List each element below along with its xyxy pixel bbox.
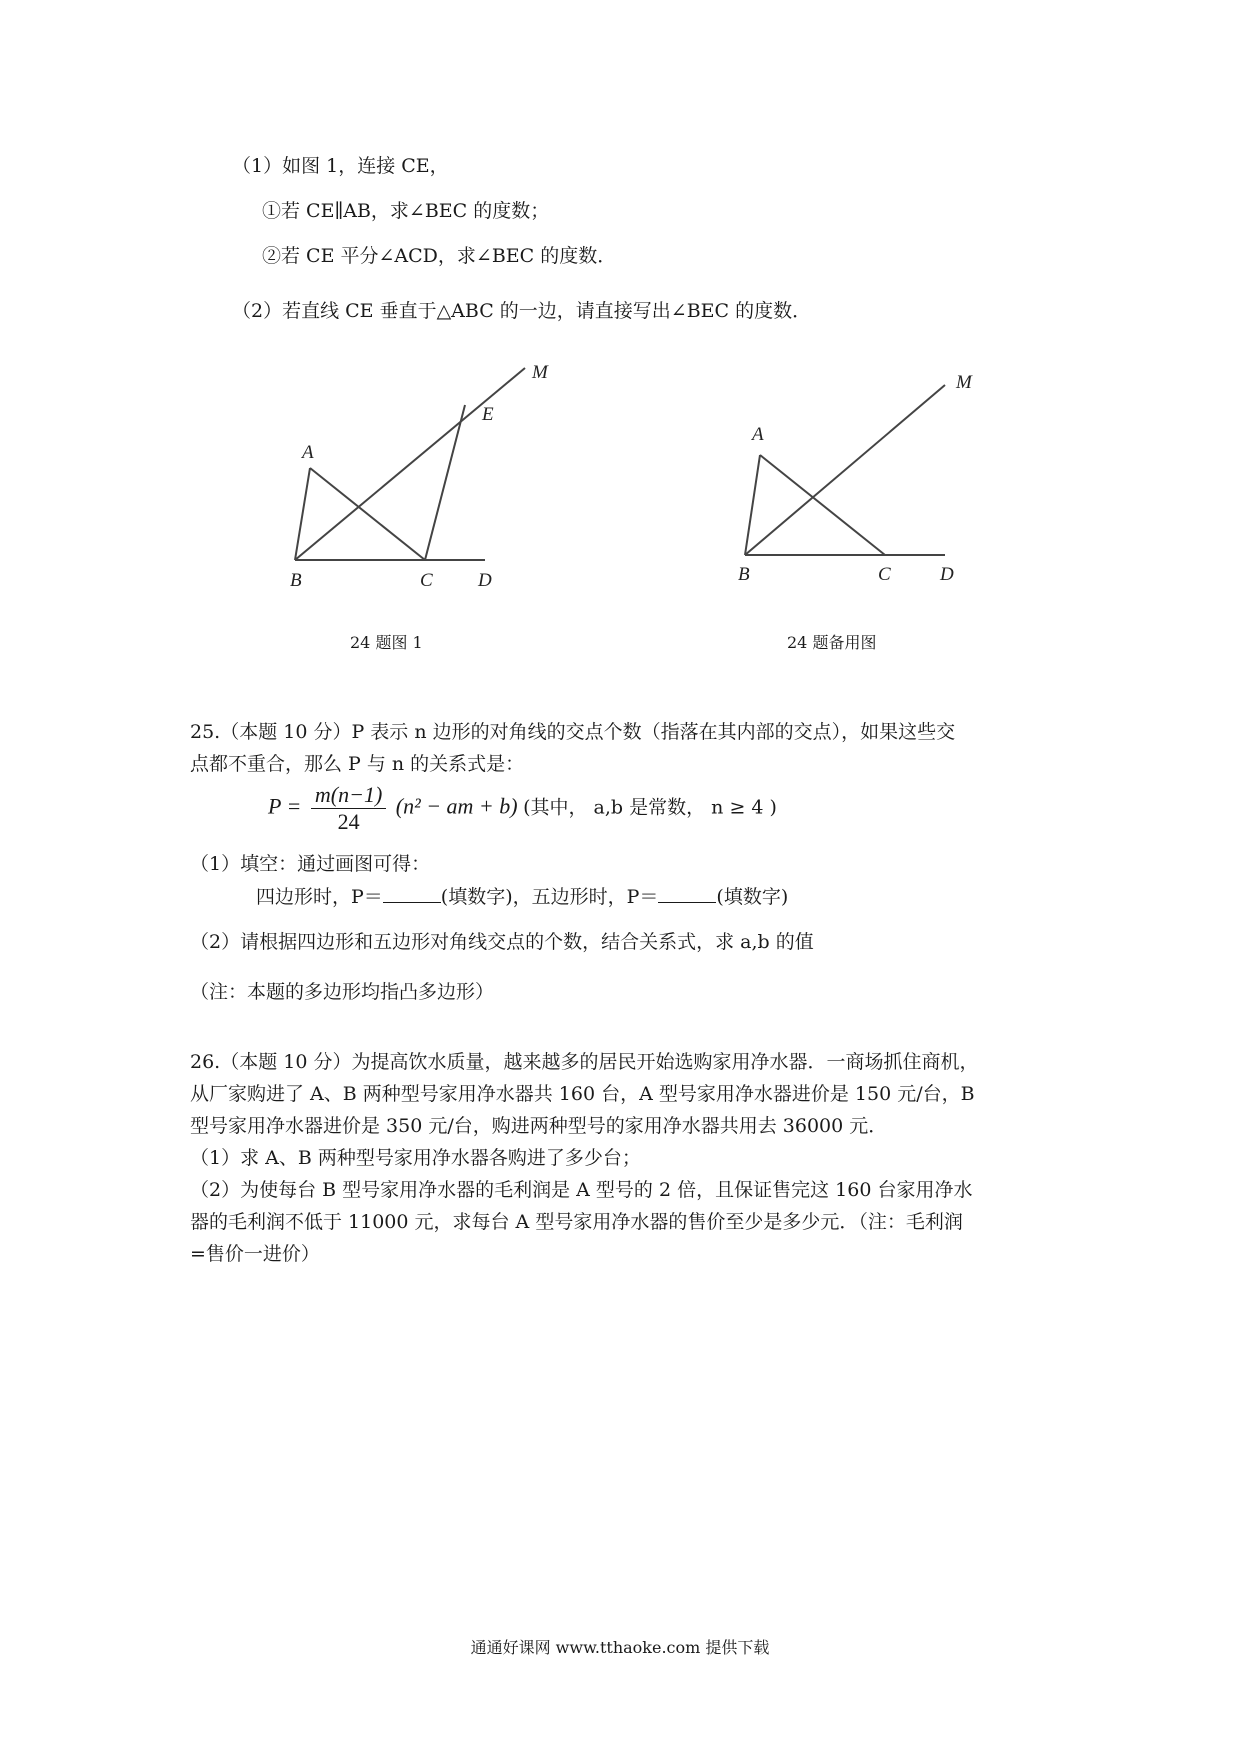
q26-line2: 从厂家购进了 A、B 两种型号家用净水器共 160 台，A 型号家用净水器进价是 150 元/台，B [190, 1083, 975, 1105]
label-b: B [290, 570, 302, 591]
segment-ac [760, 455, 885, 555]
label-a: A [302, 442, 314, 463]
q25-part1: （1）填空：通过画图可得： [190, 853, 431, 875]
formula-rest: (n² − am + b) [395, 793, 518, 819]
q26-line6: 器的毛利润不低于 11000 元，求每台 A 型号家用净水器的售价至少是多少元．（注：毛利润 [190, 1211, 963, 1233]
q26-line7: =售价一进价） [190, 1243, 320, 1265]
q25-intro-line2: 点都不重合，那么 P 与 n 的关系式是： [190, 753, 525, 775]
q25-fill-line [256, 882, 788, 911]
answer-blank-quadrilateral[interactable] [383, 882, 441, 903]
q26-line5: （2）为使每台 B 型号家用净水器的毛利润是 A 型号的 2 倍，且保证售完这 160 台家用净水 [190, 1179, 973, 1201]
formula-numerator: m(n−1) [311, 782, 386, 809]
q24-part2: （2）若直线 CE 垂直于△ABC 的一边，请直接写出∠BEC 的度数． [232, 300, 812, 322]
label-m: M [532, 362, 548, 383]
formula-fraction [311, 782, 386, 835]
fill-pent-label: (填数字)，五边形时，P＝ [440, 886, 659, 908]
label-d: D [478, 570, 492, 591]
label-b: B [738, 564, 750, 585]
q26-line1: 26.（本题 10 分）为提高饮水质量，越来越多的居民开始选购家用净水器．一商场抓住商机， [190, 1051, 979, 1073]
fill-quad-label: 四边形时，P＝ [256, 886, 383, 908]
q25-intro-line1: 25.（本题 10 分）P 表示 n 边形的对角线的交点个数（指落在其内部的交点），如果这些交 [190, 721, 956, 743]
segment-ac [310, 468, 425, 560]
q24-sub1: ①若 CE∥AB，求∠BEC 的度数； [262, 200, 550, 222]
q24-figure-1 [270, 350, 570, 600]
label-c: C [878, 564, 891, 585]
figure-2-lines [745, 385, 945, 555]
ray-bm [745, 385, 945, 555]
fig1-caption: 24 题图 1 [350, 633, 423, 652]
q26-line3: 型号家用净水器进价是 350 元/台，购进两种型号的家用净水器共用去 36000 元． [190, 1115, 888, 1137]
q24-part1: （1）如图 1，连接 CE， [232, 155, 449, 177]
formula-denominator: 24 [337, 809, 360, 834]
label-d: D [940, 564, 954, 585]
label-m: M [956, 372, 972, 393]
fig2-caption: 24 题备用图 [787, 633, 877, 652]
figure-1-lines [295, 368, 525, 560]
fill-note: (填数字) [716, 886, 789, 908]
q24-sub2: ②若 CE 平分∠ACD，求∠BEC 的度数． [262, 245, 617, 267]
q24-figure-2 [730, 360, 990, 600]
formula-note: (其中， a,b 是常数， n ≥ 4 ) [523, 796, 777, 819]
q26-line4: （1）求 A、B 两种型号家用净水器各购进了多少台； [190, 1147, 641, 1169]
q25-formula [268, 782, 777, 835]
ray-bm [295, 368, 525, 560]
label-e: E [482, 404, 494, 425]
q25-part2: （2）请根据四边形和五边形对角线交点的个数，结合关系式，求 a,b 的值 [190, 931, 814, 953]
answer-blank-pentagon[interactable] [658, 882, 716, 903]
segment-ce [425, 405, 465, 560]
formula-lhs: P = [268, 793, 302, 819]
page-footer: 通通好课网 www.tthaoke.com 提供下载 [470, 1638, 770, 1657]
q25-note: （注：本题的多边形均指凸多边形） [190, 981, 495, 1003]
label-c: C [420, 570, 433, 591]
label-a: A [752, 424, 764, 445]
segment-ba [745, 455, 760, 555]
segment-ba [295, 468, 310, 560]
